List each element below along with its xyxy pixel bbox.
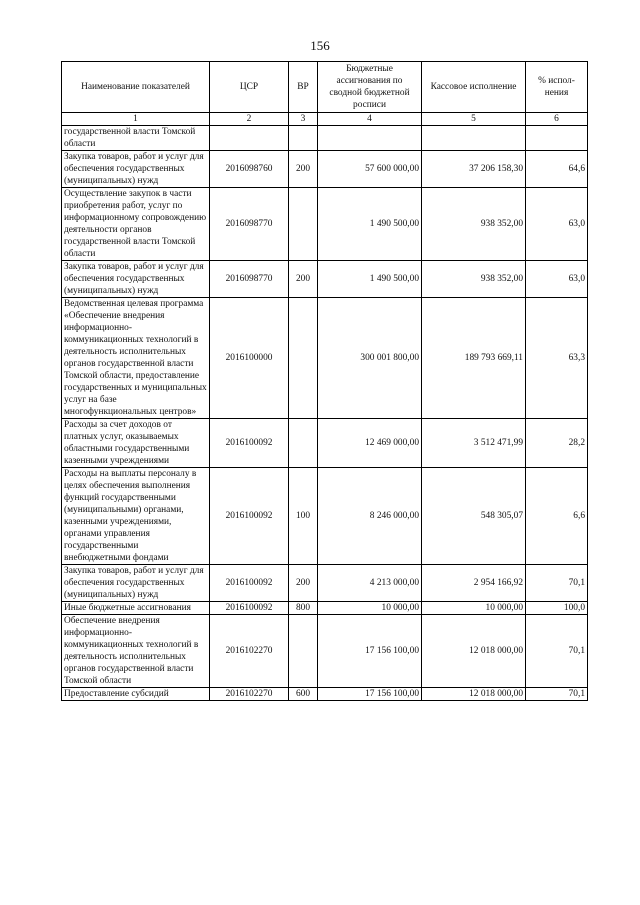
row-budget-cell <box>318 126 422 151</box>
row-cash-cell: 37 206 158,30 <box>422 151 526 188</box>
row-budget-cell: 1 490 500,00 <box>318 261 422 298</box>
row-csr-cell <box>210 126 289 151</box>
table-row <box>62 468 588 565</box>
table-row <box>62 126 588 151</box>
row-cash-cell: 10 000,00 <box>422 602 526 615</box>
row-vr-cell <box>289 615 318 688</box>
row-name-cell: Закупка товаров, работ и услуг для обеспечения государственных (муниципальных) нужд <box>62 151 210 188</box>
table-row <box>62 565 588 602</box>
row-budget-cell: 300 001 800,00 <box>318 298 422 419</box>
row-vr-cell: 200 <box>289 151 318 188</box>
row-name-cell: Обеспечение внедрения информационно-коммуникационных технологий в деятельность исполнительных органов государственной власти Томской области <box>62 615 210 688</box>
row-vr-cell <box>289 126 318 151</box>
header-csr: ЦСР <box>210 62 289 113</box>
row-percent-cell: 70,1 <box>526 615 588 688</box>
row-budget-cell: 57 600 000,00 <box>318 151 422 188</box>
row-budget-cell: 8 246 000,00 <box>318 468 422 565</box>
table-row <box>62 602 588 615</box>
row-percent-cell: 70,1 <box>526 565 588 602</box>
row-vr-cell <box>289 298 318 419</box>
header-budget: Бюджетные ассигнования по сводной бюджетной росписи <box>318 62 422 113</box>
row-csr-cell: 2016100092 <box>210 468 289 565</box>
table-row <box>62 615 588 688</box>
row-csr-cell: 2016102270 <box>210 615 289 688</box>
row-percent-cell: 63,0 <box>526 261 588 298</box>
row-budget-cell: 1 490 500,00 <box>318 188 422 261</box>
row-csr-cell: 2016098770 <box>210 261 289 298</box>
row-cash-cell <box>422 126 526 151</box>
row-vr-cell: 100 <box>289 468 318 565</box>
table-body <box>62 126 588 701</box>
row-vr-cell <box>289 188 318 261</box>
row-cash-cell: 3 512 471,99 <box>422 419 526 468</box>
table-row <box>62 298 588 419</box>
row-name-cell: Закупка товаров, работ и услуг для обеспечения государственных (муниципальных) нужд <box>62 565 210 602</box>
row-cash-cell: 938 352,00 <box>422 188 526 261</box>
row-vr-cell: 200 <box>289 261 318 298</box>
row-vr-cell: 200 <box>289 565 318 602</box>
table-row <box>62 188 588 261</box>
header-vr: ВР <box>289 62 318 113</box>
row-percent-cell: 64,6 <box>526 151 588 188</box>
row-budget-cell: 10 000,00 <box>318 602 422 615</box>
column-number: 1 <box>62 113 210 126</box>
row-cash-cell: 2 954 166,92 <box>422 565 526 602</box>
row-percent-cell: 70,1 <box>526 688 588 701</box>
table-row <box>62 261 588 298</box>
header-name: Наименование показателей <box>62 62 210 113</box>
row-budget-cell: 12 469 000,00 <box>318 419 422 468</box>
row-name-cell: Закупка товаров, работ и услуг для обеспечения государственных (муниципальных) нужд <box>62 261 210 298</box>
row-percent-cell: 6,6 <box>526 468 588 565</box>
table-header-row <box>62 62 588 113</box>
row-csr-cell: 2016100000 <box>210 298 289 419</box>
row-name-cell: Осуществление закупок в части приобретения работ, услуг по информационному сопровождению деятельности органов государственной власти Томской области <box>62 188 210 261</box>
row-name-cell: Предоставление субсидий <box>62 688 210 701</box>
page-number: 156 <box>310 38 330 53</box>
row-cash-cell: 12 018 000,00 <box>422 688 526 701</box>
row-cash-cell: 12 018 000,00 <box>422 615 526 688</box>
header-percent: % испол-нения <box>526 62 588 113</box>
row-vr-cell: 600 <box>289 688 318 701</box>
column-number: 5 <box>422 113 526 126</box>
row-csr-cell: 2016100092 <box>210 419 289 468</box>
row-name-cell: Ведомственная целевая программа «Обеспечение внедрения информационно-коммуникационных технологий в деятельность исполнительных органов государственной власти Томской области, предоставление государственных и муниципальных услуг на базе многофункциональных центров» <box>62 298 210 419</box>
row-cash-cell: 938 352,00 <box>422 261 526 298</box>
table-row <box>62 419 588 468</box>
budget-execution-table <box>61 61 588 701</box>
row-budget-cell: 4 213 000,00 <box>318 565 422 602</box>
row-name-cell: Иные бюджетные ассигнования <box>62 602 210 615</box>
row-csr-cell: 2016102270 <box>210 688 289 701</box>
row-percent-cell: 100,0 <box>526 602 588 615</box>
row-name-cell: Расходы на выплаты персоналу в целях обеспечения выполнения функций государственными (муниципальными) органами, казенными учреждениями, органами управления государственными внебюджетными фондами <box>62 468 210 565</box>
column-number: 4 <box>318 113 422 126</box>
row-budget-cell: 17 156 100,00 <box>318 615 422 688</box>
row-budget-cell: 17 156 100,00 <box>318 688 422 701</box>
row-percent-cell: 28,2 <box>526 419 588 468</box>
row-percent-cell: 63,0 <box>526 188 588 261</box>
column-number: 2 <box>210 113 289 126</box>
row-percent-cell <box>526 126 588 151</box>
header-cash: Кассовое исполнение <box>422 62 526 113</box>
table-row <box>62 688 588 701</box>
table-row <box>62 151 588 188</box>
row-cash-cell: 548 305,07 <box>422 468 526 565</box>
row-csr-cell: 2016100092 <box>210 565 289 602</box>
column-number: 6 <box>526 113 588 126</box>
row-cash-cell: 189 793 669,11 <box>422 298 526 419</box>
row-csr-cell: 2016098760 <box>210 151 289 188</box>
row-name-cell: государственной власти Томской области <box>62 126 210 151</box>
row-name-cell: Расходы за счет доходов от платных услуг, оказываемых областными государственными казенными учреждениями <box>62 419 210 468</box>
row-vr-cell: 800 <box>289 602 318 615</box>
row-percent-cell: 63,3 <box>526 298 588 419</box>
column-number: 3 <box>289 113 318 126</box>
row-csr-cell: 2016098770 <box>210 188 289 261</box>
column-number-row <box>62 113 588 126</box>
row-csr-cell: 2016100092 <box>210 602 289 615</box>
row-vr-cell <box>289 419 318 468</box>
